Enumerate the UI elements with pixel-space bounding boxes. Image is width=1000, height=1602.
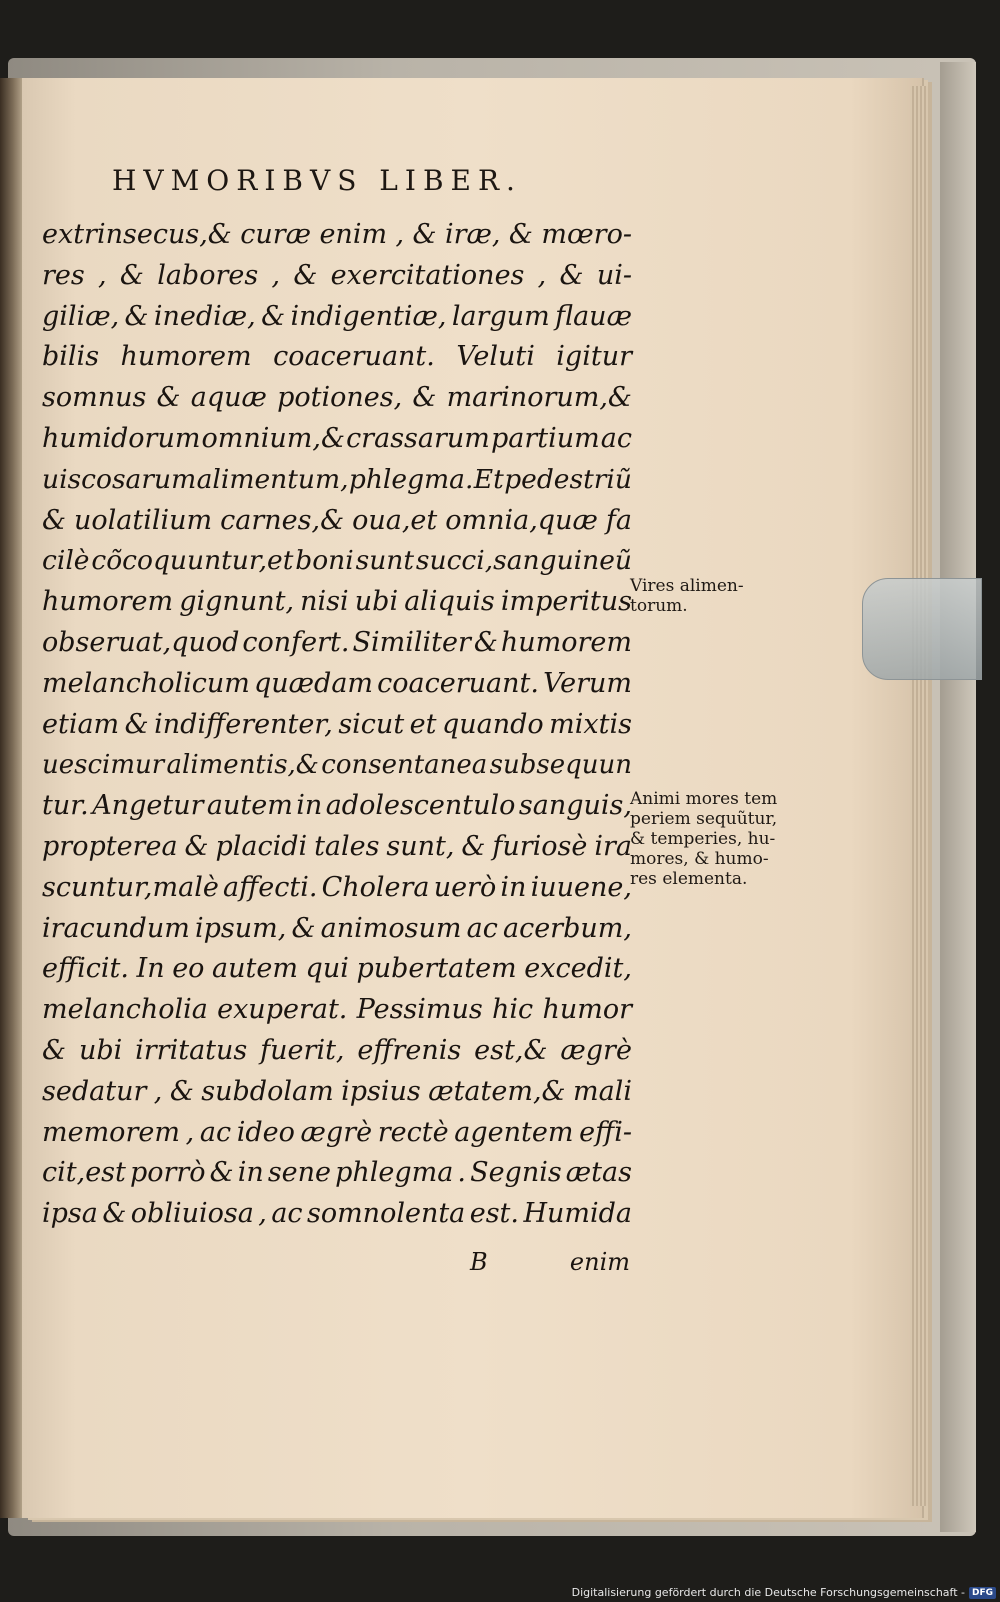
word: humorem bbox=[500, 626, 632, 658]
text-line bbox=[42, 215, 632, 256]
text-line bbox=[42, 705, 632, 746]
word: sicut bbox=[338, 708, 405, 740]
word: inediæ, bbox=[153, 300, 256, 332]
word: agentem bbox=[454, 1116, 574, 1148]
word: effrenis bbox=[357, 1034, 462, 1066]
text-line bbox=[42, 745, 632, 786]
word: indigentiæ, bbox=[290, 300, 447, 332]
text-line bbox=[42, 378, 632, 419]
word: exercitationes bbox=[330, 259, 525, 291]
word: est,& bbox=[474, 1034, 548, 1066]
word: nisi bbox=[300, 586, 349, 618]
word: et bbox=[409, 708, 437, 740]
margin-note-line: torum. bbox=[630, 596, 688, 616]
word: ætatem,& bbox=[428, 1075, 566, 1107]
word: aliquis bbox=[404, 586, 495, 618]
word: melancholicum bbox=[42, 667, 250, 699]
word: uerò bbox=[433, 871, 497, 903]
word: tur. bbox=[42, 790, 89, 822]
word: in bbox=[237, 1157, 264, 1189]
word: Cholera bbox=[321, 871, 430, 903]
word: Veluti bbox=[456, 341, 535, 373]
word: & bbox=[124, 708, 149, 740]
word: succi,sanguineũ bbox=[415, 545, 632, 577]
word: cit,est bbox=[42, 1157, 126, 1189]
word: enim bbox=[319, 219, 388, 250]
margin-note-line: Animi mores tem bbox=[630, 789, 778, 809]
word: rectè bbox=[377, 1116, 449, 1148]
word: fa bbox=[605, 504, 632, 536]
word: scuntur,malè bbox=[42, 871, 219, 903]
word: & bbox=[559, 259, 584, 291]
word: sedatur bbox=[42, 1075, 147, 1107]
word: coaceruant. bbox=[377, 667, 539, 699]
word: ipsius bbox=[341, 1075, 421, 1107]
word: In bbox=[136, 953, 165, 985]
margin-note-2 bbox=[630, 789, 830, 889]
word: ac bbox=[466, 912, 498, 944]
word: coaceruant. bbox=[273, 341, 435, 373]
margin-note-line: periem sequũtur, bbox=[630, 809, 778, 829]
word: efficit. bbox=[42, 953, 129, 985]
word: flauæ bbox=[555, 300, 632, 332]
word: pubertatem bbox=[356, 953, 517, 985]
word: uescimur bbox=[42, 750, 165, 781]
word: & bbox=[412, 382, 437, 414]
word: Verum bbox=[543, 667, 632, 699]
word: quando bbox=[441, 708, 544, 740]
word: , bbox=[98, 259, 107, 291]
word: & bbox=[209, 1157, 234, 1189]
word: ipsa bbox=[42, 1198, 98, 1230]
word: extrinsecus,& bbox=[42, 219, 232, 250]
word: humorem bbox=[42, 586, 174, 618]
word: ubi bbox=[354, 586, 399, 618]
margin-note-1 bbox=[630, 576, 830, 616]
word: affecti. bbox=[223, 871, 318, 903]
word: obliuiosa bbox=[130, 1198, 254, 1230]
word: & bbox=[473, 626, 498, 658]
running-header: HVMORIBVS LIBER. bbox=[112, 164, 522, 197]
word: mœro- bbox=[541, 219, 632, 250]
word: Pessimus bbox=[356, 994, 483, 1026]
margin-note-line: res elementa. bbox=[630, 869, 748, 889]
word: ira bbox=[594, 830, 632, 862]
word: & bbox=[412, 219, 437, 250]
text-line bbox=[42, 1031, 632, 1072]
word: & bbox=[156, 382, 181, 414]
word: , bbox=[185, 1116, 195, 1148]
word: exuperat. bbox=[217, 994, 348, 1026]
word: ipsum, bbox=[194, 912, 287, 944]
word: & bbox=[42, 504, 67, 536]
text-line bbox=[42, 297, 632, 338]
word: ui- bbox=[596, 259, 632, 291]
word: res bbox=[42, 259, 85, 291]
word: ac bbox=[600, 422, 632, 454]
word: indifferenter, bbox=[154, 708, 333, 740]
word: ubi bbox=[78, 1034, 123, 1066]
word: omnium,& bbox=[201, 422, 346, 454]
word: curæ bbox=[240, 219, 312, 250]
word: mali bbox=[572, 1075, 632, 1107]
word: subdolam bbox=[201, 1075, 334, 1107]
word: confert. bbox=[242, 626, 350, 658]
word: humor bbox=[542, 994, 632, 1026]
word: phlegma bbox=[335, 1157, 454, 1189]
text-line bbox=[42, 664, 632, 705]
page-edges bbox=[910, 86, 928, 1506]
word: uolatilium bbox=[74, 504, 213, 536]
word: potiones, bbox=[277, 382, 403, 414]
word: crassarum bbox=[346, 422, 490, 454]
word: , bbox=[395, 219, 405, 250]
word: somnus bbox=[42, 382, 147, 414]
word: & bbox=[42, 1034, 67, 1066]
text-line bbox=[42, 1113, 632, 1154]
word: furiosè bbox=[492, 830, 588, 862]
word: autem bbox=[212, 953, 298, 985]
word: gignunt, bbox=[179, 586, 295, 618]
word: somnolenta bbox=[306, 1198, 466, 1230]
word: ægrè bbox=[560, 1034, 632, 1066]
word: in bbox=[500, 871, 527, 903]
word: animosum bbox=[320, 912, 462, 944]
word: irritatus bbox=[135, 1034, 248, 1066]
word: cilè bbox=[42, 545, 90, 577]
word: qui bbox=[305, 953, 349, 985]
word: . bbox=[457, 1157, 467, 1189]
word: in bbox=[296, 790, 323, 822]
word: placidi bbox=[215, 830, 308, 862]
word: autem bbox=[206, 790, 293, 822]
word: hic bbox=[492, 994, 534, 1026]
text-line bbox=[42, 1153, 632, 1194]
word: marinorum,& bbox=[446, 382, 632, 414]
footer-credit bbox=[572, 1586, 996, 1599]
word: melancholia bbox=[42, 994, 208, 1026]
word: partium bbox=[490, 422, 600, 454]
word: , bbox=[153, 1075, 163, 1107]
word: & bbox=[169, 1075, 194, 1107]
word: iræ, bbox=[444, 219, 501, 250]
word: iracundum bbox=[42, 912, 190, 944]
word: labores bbox=[157, 259, 259, 291]
text-line bbox=[42, 909, 632, 950]
word: Humida bbox=[523, 1198, 632, 1230]
word: Angetur bbox=[92, 790, 204, 822]
word: Et bbox=[473, 463, 504, 495]
text-line bbox=[42, 1072, 632, 1113]
word: Segnis bbox=[470, 1157, 562, 1189]
plastic-clip bbox=[862, 578, 982, 680]
dfg-logo: DFG bbox=[969, 1587, 996, 1599]
text-line bbox=[42, 786, 632, 827]
word: , bbox=[271, 259, 281, 291]
word: eo bbox=[172, 953, 205, 985]
word: etiam bbox=[42, 708, 120, 740]
word: oua,et bbox=[352, 504, 438, 536]
cover-edge bbox=[940, 62, 976, 1532]
catchword: enim bbox=[569, 1248, 630, 1276]
word: , bbox=[537, 259, 547, 291]
text-line bbox=[42, 949, 632, 990]
text-line bbox=[42, 460, 632, 501]
word: quædam bbox=[253, 667, 374, 699]
word: alimentum, bbox=[196, 463, 349, 495]
word: ac bbox=[271, 1198, 303, 1230]
word: uiscosarum bbox=[42, 463, 197, 495]
word: est. bbox=[469, 1198, 519, 1230]
word: obseruat,quod bbox=[42, 626, 240, 658]
word: sunt bbox=[355, 545, 415, 577]
text-line bbox=[42, 990, 632, 1031]
catch-line bbox=[470, 1248, 630, 1276]
word: imperitus bbox=[500, 586, 632, 618]
word: subsequun bbox=[489, 750, 632, 781]
word: effi- bbox=[579, 1116, 632, 1148]
text-line bbox=[42, 827, 632, 868]
text-line bbox=[42, 582, 632, 623]
word: & bbox=[291, 912, 316, 944]
margin-note-line: mores, & humo- bbox=[630, 849, 769, 869]
margin-note-line: & temperies, hu- bbox=[630, 829, 776, 849]
word: carnes,& bbox=[220, 504, 345, 536]
word: mixtis bbox=[549, 708, 632, 740]
word: & bbox=[119, 259, 144, 291]
word: propterea bbox=[42, 830, 178, 862]
word: tales bbox=[314, 830, 380, 862]
word: pedestriũ bbox=[504, 463, 632, 495]
word: cõcoquuntur,et bbox=[91, 545, 294, 577]
word: ætas bbox=[565, 1157, 632, 1189]
word: humidorum bbox=[42, 422, 201, 454]
text-line bbox=[42, 337, 632, 378]
word: & bbox=[508, 219, 533, 250]
text-line bbox=[42, 541, 632, 582]
word: & bbox=[124, 300, 149, 332]
word: aquæ bbox=[190, 382, 267, 414]
word: excedit, bbox=[524, 953, 632, 985]
text-line bbox=[42, 256, 632, 297]
signature-mark: B bbox=[470, 1248, 488, 1276]
word: humorem bbox=[120, 341, 252, 373]
word: bilis bbox=[42, 341, 100, 373]
word: boni bbox=[295, 545, 354, 577]
word: ægrè bbox=[300, 1116, 373, 1148]
text-line bbox=[42, 868, 632, 909]
word: porrò bbox=[129, 1157, 206, 1189]
word: , bbox=[258, 1198, 267, 1230]
word: ideo bbox=[236, 1116, 295, 1148]
word: largum bbox=[451, 300, 550, 332]
word: & bbox=[461, 830, 486, 862]
word: giliæ, bbox=[42, 300, 120, 332]
text-line bbox=[42, 1194, 632, 1235]
word: consentanea bbox=[321, 750, 488, 781]
word: adolescentulo bbox=[325, 790, 516, 822]
word: ac bbox=[199, 1116, 232, 1148]
word: igitur bbox=[556, 341, 632, 373]
word: memorem bbox=[42, 1116, 180, 1148]
text-line bbox=[42, 501, 632, 542]
word: sene bbox=[267, 1157, 332, 1189]
word: omnia,quæ bbox=[445, 504, 598, 536]
word: & bbox=[184, 830, 209, 862]
word: sunt, bbox=[386, 830, 455, 862]
body-text bbox=[42, 215, 632, 1235]
word: phlegma. bbox=[348, 463, 474, 495]
word: sanguis, bbox=[518, 790, 632, 822]
text-line bbox=[42, 623, 632, 664]
word: iuuene, bbox=[530, 871, 632, 903]
word: fuerit, bbox=[260, 1034, 345, 1066]
margin-note-line: Vires alimen- bbox=[630, 576, 744, 596]
word: Similiter bbox=[352, 626, 471, 658]
word: & bbox=[293, 259, 318, 291]
word: acerbum, bbox=[502, 912, 632, 944]
word: & bbox=[261, 300, 286, 332]
word: alimentis,& bbox=[166, 750, 319, 781]
footer-text: Digitalisierung gefördert durch die Deutsche Forschungsgemeinschaft - bbox=[571, 1586, 965, 1599]
text-line bbox=[42, 419, 632, 460]
word: & bbox=[102, 1198, 127, 1230]
